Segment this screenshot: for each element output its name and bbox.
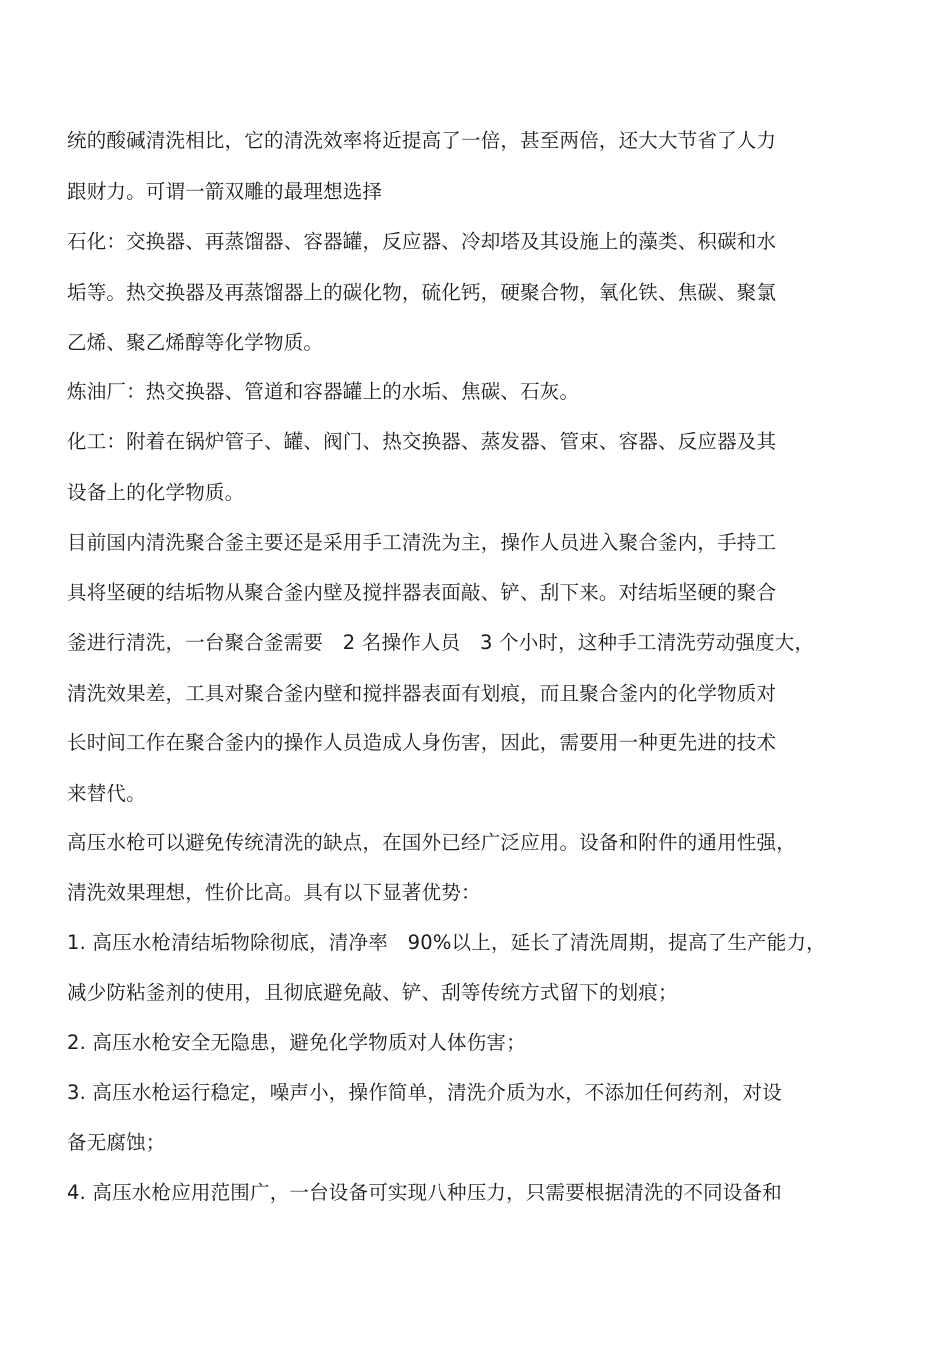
text-line: 减少防粘釜剂的使用，且彻底避免敲、铲、刮等传统方式留下的划痕； [67,981,678,1004]
text-line: 清洗效果理想，性价比高。具有以下显著优势： [67,881,481,904]
text-line: 跟财力。可谓一箭双雕的最理想选择 [67,180,383,203]
text-line: 设备上的化学物质。 [67,481,245,504]
text-line: 2. 高压水枪安全无隐患，避免化学物质对人体伤害； [67,1031,526,1054]
text-line: 垢等。热交换器及再蒸馏器上的碳化物，硫化钙，硬聚合物，氧化铁、焦碳、聚氯 [67,281,777,304]
text-line: 具将坚硬的结垢物从聚合釜内壁及搅拌器表面敲、铲、刮下来。对结垢坚硬的聚合 [67,581,777,604]
text-line: 清洗效果差，工具对聚合釜内壁和搅拌器表面有划痕，而且聚合釜内的化学物质对 [67,682,777,705]
text-line: 长时间工作在聚合釜内的操作人员造成人身伤害，因此，需要用一种更先进的技术 [67,731,777,754]
text-line: 3. 高压水枪运行稳定，噪声小，操作简单，清洗介质为水，不添加任何药剂，对设 [67,1081,782,1104]
text-line: 釜进行清洗，一台聚合釜需要 2 名操作人员 3 个小时，这种手工清洗劳动强度大， [67,631,815,654]
text-line: 1. 高压水枪清结垢物除彻底，清净率 90%以上，延长了清洗周期，提高了生产能力， [67,931,826,954]
text-line: 备无腐蚀； [67,1131,166,1154]
text-line: 石化：交换器、再蒸馏器、容器罐，反应器、冷却塔及其设施上的藻类、积碳和水 [67,230,777,253]
text-line: 来替代。 [67,782,146,805]
text-line: 4. 高压水枪应用范围广，一台设备可实现八种压力，只需要根据清洗的不同设备和 [67,1181,782,1204]
text-line: 目前国内清洗聚合釜主要还是采用手工清洗为主，操作人员进入聚合釜内，手持工 [67,531,777,554]
text-line: 高压水枪可以避免传统清洗的缺点，在国外已经广泛应用。设备和附件的通用性强， [67,831,796,854]
text-line: 炼油厂：热交换器、管道和容器罐上的水垢、焦碳、石灰。 [67,380,580,403]
text-line: 统的酸碱清洗相比，它的清洗效率将近提高了一倍，甚至两倍，还大大节省了人力 [67,129,777,152]
text-line: 乙烯、聚乙烯醇等化学物质。 [67,331,324,354]
text-line: 化工：附着在锅炉管子、罐、阀门、热交换器、蒸发器、管束、容器、反应器及其 [67,430,777,453]
